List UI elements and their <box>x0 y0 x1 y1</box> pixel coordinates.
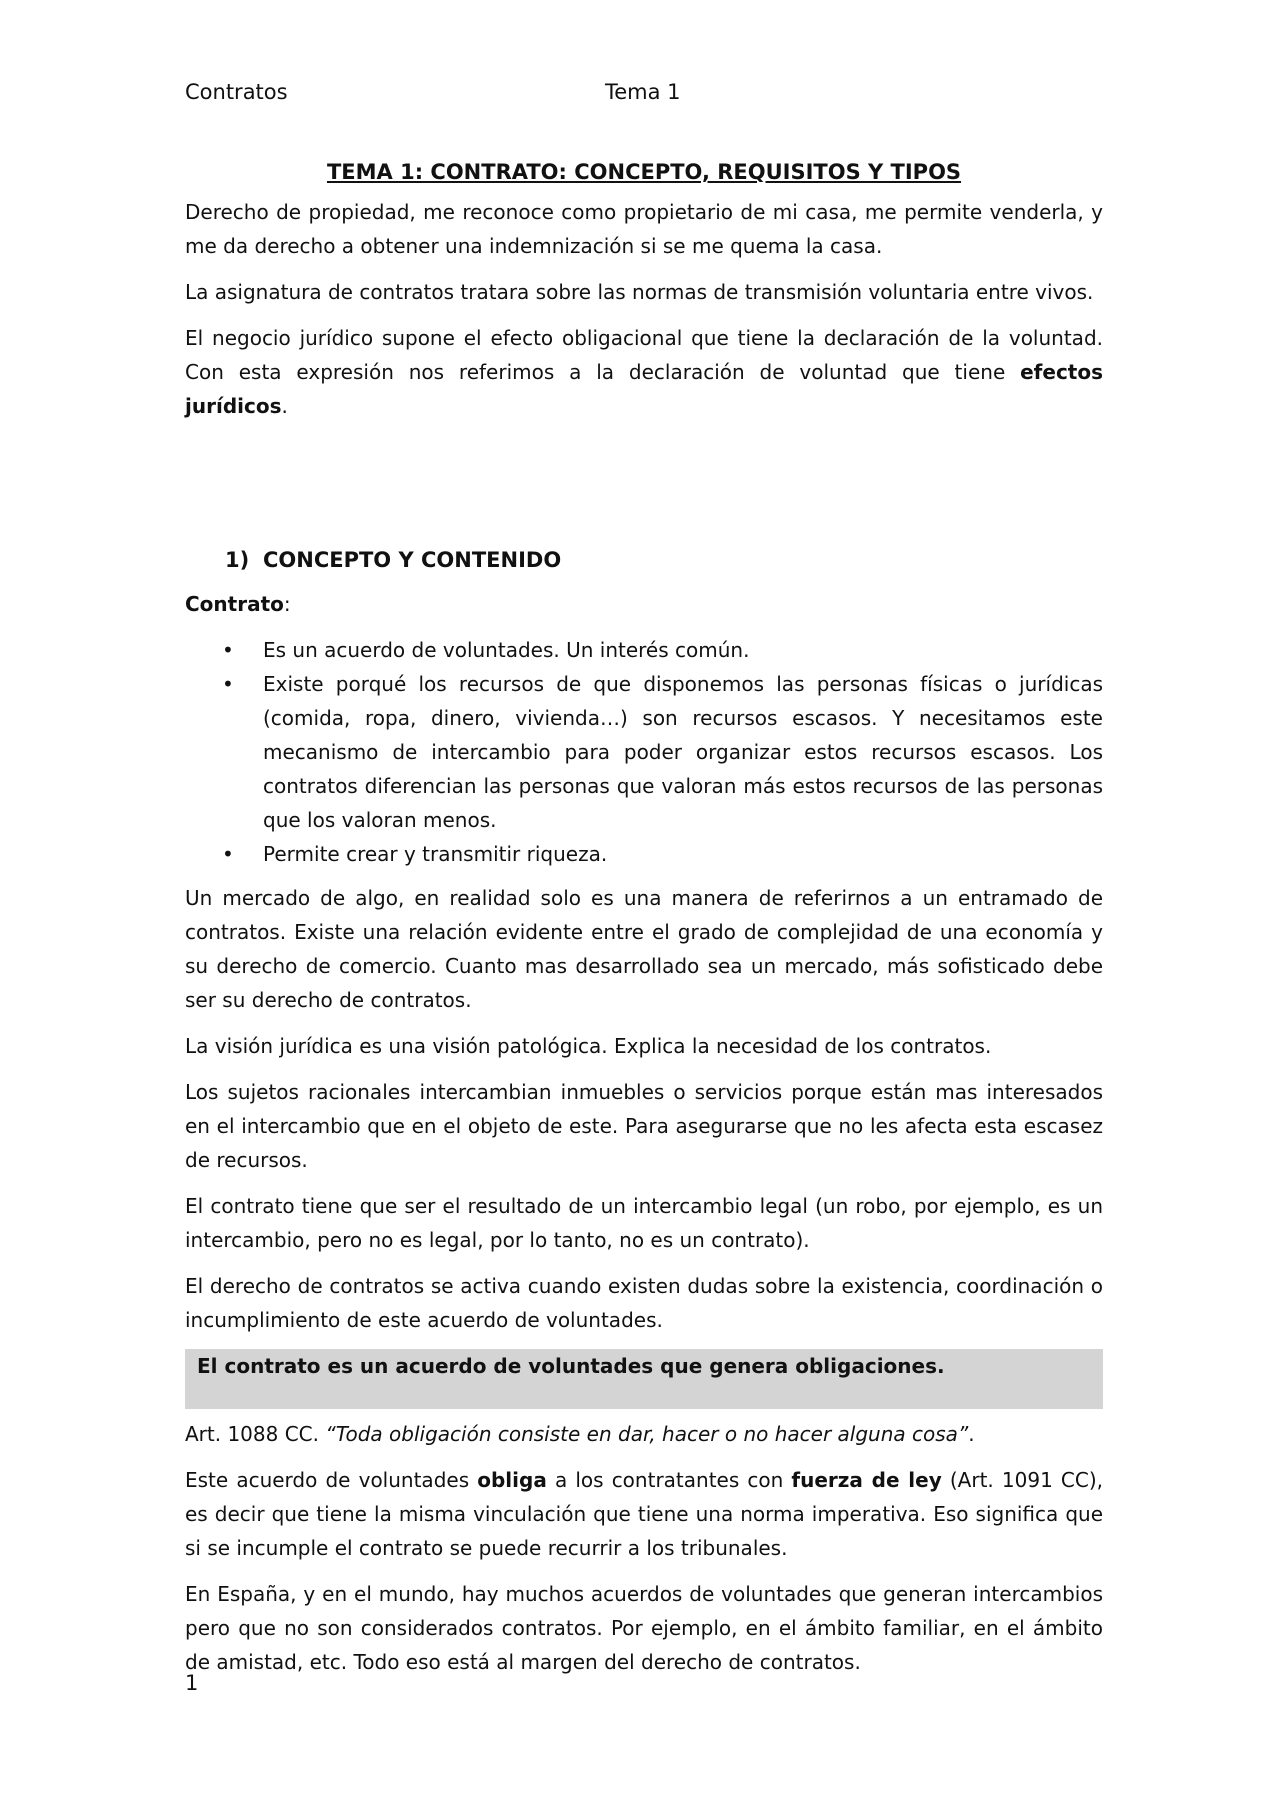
contrato-label <box>185 587 1103 621</box>
paragraph: Los sujetos racionales intercambian inmuebles o servicios porque están mas interesados en el intercambio que en el objeto de este. Para asegurarse que no les afecta esta escasez de recursos. <box>185 1080 1103 1172</box>
bullet-list <box>185 633 1103 871</box>
ley-a: Este acuerdo de voluntades <box>185 1468 478 1492</box>
document-title: TEMA 1: CONTRATO: CONCEPTO, REQUISITOS Y TIPOS <box>326 160 962 184</box>
article-prefix: Art. 1088 CC. <box>185 1422 326 1446</box>
intro-p3-bold: efectos jurídicos <box>185 360 1103 418</box>
section-heading <box>225 543 1103 577</box>
article-citation <box>185 1417 1103 1451</box>
section-title: CONCEPTO Y CONTENIDO <box>263 548 562 572</box>
ley-bold-fuerza: fuerza de ley <box>791 1468 942 1492</box>
intro-paragraph-3 <box>185 321 1103 423</box>
paragraph: Un mercado de algo, en realidad solo es una manera de referirnos a un entramado de contratos. Existe una relación evidente entre el grado de complejidad de una economía y su derecho de comercio. Cuanto mas desarrollado sea un mercado, más sofisticado debe ser su derecho de contratos. <box>185 886 1103 1012</box>
list-item <box>185 633 1103 667</box>
intro-paragraph-1: Derecho de propiedad, me reconoce como propietario de mi casa, me permite venderla, y me da derecho a obtener una indemnización si se me quema la casa. <box>185 200 1103 258</box>
page-number: 1 <box>185 1671 199 1695</box>
list-item-text: Es un acuerdo de voluntades. Un interés común. <box>263 638 750 662</box>
spacer <box>185 435 1103 543</box>
list-item-text: Existe porqué los recursos de que disponemos las personas físicas o jurídicas (comida, ropa, dinero, vivienda…) son recursos escasos. Y necesitamos este mecanismo de intercambio para poder organizar estos recursos escasos. Los contratos diferencian las personas que valoran más estos recursos de las personas que los valoran menos. <box>263 672 1103 832</box>
ley-paragraph <box>185 1463 1103 1565</box>
ley-c: a los contratantes con <box>546 1468 792 1492</box>
intro-p3-text: El negocio jurídico supone el efecto obligacional que tiene la declaración de la voluntad. Con esta expresión nos referimos a la declaración de voluntad que tiene <box>185 326 1103 384</box>
section-number: 1) <box>225 548 250 572</box>
intro-p3-end: . <box>281 394 288 418</box>
contrato-label-bold: Contrato <box>185 592 284 616</box>
paragraph: El derecho de contratos se activa cuando existen dudas sobre la existencia, coordinación o incumplimiento de este acuerdo de voluntades. <box>185 1274 1103 1332</box>
paragraph: La visión jurídica es una visión patológica. Explica la necesidad de los contratos. <box>185 1034 992 1058</box>
intro-paragraph-2: La asignatura de contratos tratara sobre las normas de transmisión voluntaria entre vivos. <box>185 280 1094 304</box>
highlight-box: El contrato es un acuerdo de voluntades que genera obligaciones. <box>185 1349 1103 1409</box>
header-left: Contratos <box>185 80 288 104</box>
bullet-icon: • <box>222 638 234 662</box>
list-item-text: Permite crear y transmitir riqueza. <box>263 842 608 866</box>
paragraph: El contrato tiene que ser el resultado de un intercambio legal (un robo, por ejemplo, es un intercambio, pero no es legal, por lo tanto, no es un contrato). <box>185 1194 1103 1252</box>
list-item <box>185 837 1103 871</box>
last-paragraph: En España, y en el mundo, hay muchos acuerdos de voluntades que generan intercambios pero que no son considerados contratos. Por ejemplo, en el ámbito familiar, en el ámbito de amistad, etc. Todo eso está al margen del derecho de contratos. <box>185 1582 1103 1674</box>
ley-e: (Art. 1091 CC), es decir que tiene la misma vinculación que tiene una norma imperativa. Eso significa que si se incumple el contrato se puede recurrir a los tribunales. <box>185 1468 1104 1560</box>
bullet-icon: • <box>222 842 234 866</box>
ley-bold-obliga: obliga <box>477 1468 547 1492</box>
bullet-icon: • <box>222 672 234 696</box>
article-suffix: . <box>968 1422 975 1446</box>
article-quote: “Toda obligación consiste en dar, hacer o no hacer alguna cosa” <box>325 1422 969 1446</box>
contrato-label-colon: : <box>283 592 291 616</box>
header-right: Tema 1 <box>605 80 681 104</box>
document-body <box>185 155 1103 1691</box>
list-item <box>185 667 1103 837</box>
